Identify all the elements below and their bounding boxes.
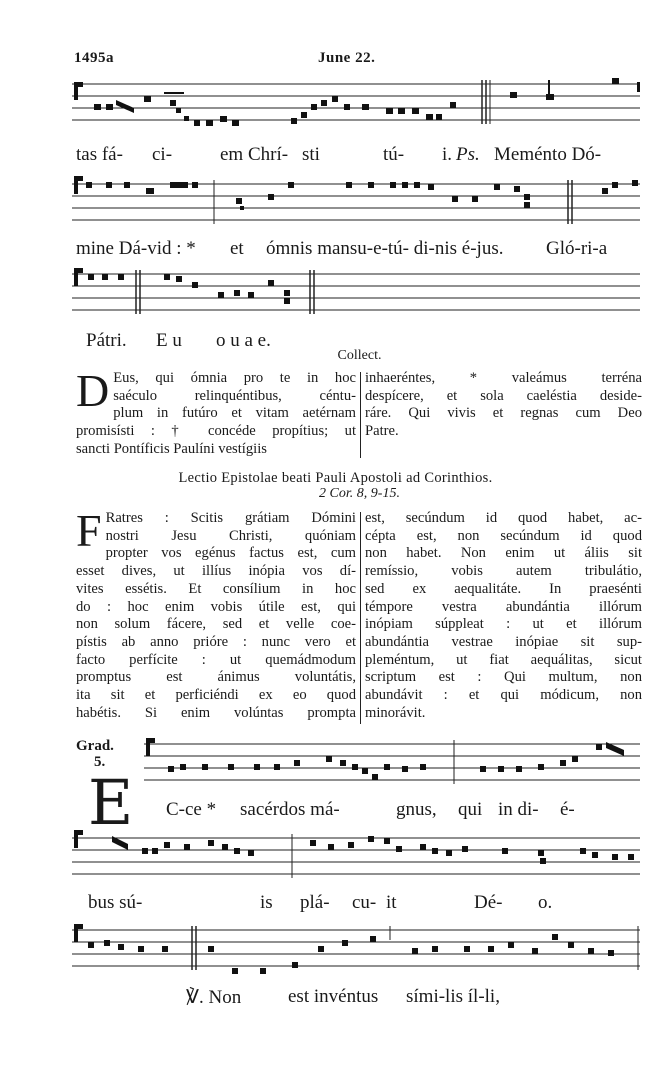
text-line: sancti Pontíficis Paulíni vestígiis xyxy=(76,440,267,457)
text-line: cépta est, non secúndum id quod xyxy=(365,527,642,544)
text-line: plum in futúro et vitam aetérnam xyxy=(113,405,356,422)
text-line: sed ex aequalitáte. In praesénti xyxy=(365,580,642,597)
text-line: pístis ab anno prióre : nunc vero et xyxy=(76,633,356,650)
text-line: témpore vestra abundántia illórum xyxy=(365,598,642,615)
syllable: qui xyxy=(458,799,483,820)
syllable: Meménto Dó- xyxy=(494,144,602,165)
staff-1-notation xyxy=(72,74,644,130)
syllable: et xyxy=(230,238,244,259)
text-line: non habet. Non enim ut áliis sit xyxy=(365,545,642,562)
chant-staff-2 xyxy=(72,174,644,230)
syllable: ómnis mansu-e-tú- di-nis é-jus. xyxy=(266,238,504,259)
epistle-reference: 2 Cor. 8, 9-15. xyxy=(319,486,400,501)
syllable: in di- xyxy=(498,799,539,820)
syllable: i. xyxy=(442,144,453,165)
collect-title: Collect. xyxy=(337,348,382,363)
text-line: abundántia vestrae inópiae sit sup- xyxy=(365,633,642,650)
collect-body xyxy=(76,365,642,460)
text-line: nostri Jesu Christi, quóniam xyxy=(105,527,356,544)
text-line: est, secúndum id quod habet, ac- xyxy=(365,510,642,526)
gradual-label: Grad. xyxy=(76,738,114,754)
syllable: est invéntus xyxy=(288,986,379,1007)
syllable: sti xyxy=(302,144,320,165)
collect-drop-cap: D xyxy=(76,365,110,416)
syllable: Dé- xyxy=(474,892,503,913)
text-line: Eus, qui ómnia pro te in hoc xyxy=(113,370,356,386)
chant-staff-3 xyxy=(72,264,644,320)
syllable: gnus, xyxy=(396,799,437,820)
column-divider xyxy=(360,372,361,458)
syllable: cu- xyxy=(352,892,377,913)
syllable: ℣. Non xyxy=(186,987,242,1008)
syllable: tú- xyxy=(383,144,405,165)
text-line: ita sit et perficiéndi ex eo quod xyxy=(76,687,356,704)
syllable: mine Dá-vid : * xyxy=(76,238,196,259)
text-line: habétis. Si enim volúntas prompta xyxy=(76,704,356,721)
syllable: bus sú- xyxy=(88,892,143,913)
gradual-staff-3 xyxy=(72,920,644,976)
text-line: inópiam súppleat : ut et illórum xyxy=(365,616,642,633)
text-line: promptus est ánimus voluntátis, xyxy=(76,669,356,686)
text-line: pleméntum, ut fiat aequálitas, sicut xyxy=(365,651,642,668)
gradual-mode: 5. xyxy=(94,754,106,770)
collect-left-column xyxy=(76,365,356,459)
syllable: sími-lis íl-li, xyxy=(406,986,500,1007)
text-line: esset dives, ut illíus inópia vos dí- xyxy=(76,563,356,580)
text-line: promisísti : † concéde propítius; ut xyxy=(76,423,356,440)
gradual-staff-3-notation xyxy=(72,920,644,976)
syllable: é- xyxy=(560,799,575,820)
epistle-drop-cap: F xyxy=(76,505,102,556)
page-date: June 22. xyxy=(318,50,376,66)
text-line: abundávit : et qui módicum, non xyxy=(365,687,642,704)
staff-3-notation xyxy=(72,264,644,320)
column-divider xyxy=(360,512,361,724)
syllable: em Chrí- xyxy=(220,144,289,165)
syllable: o. xyxy=(538,892,553,913)
syllable: plá- xyxy=(300,892,330,913)
text-line: facto perfícite : ut quemádmodum xyxy=(76,651,356,668)
text-line: ráre. Qui vivis et regnas cum Deo xyxy=(365,405,642,422)
gradual-staff-1-notation xyxy=(144,734,644,790)
page-number: 1495a xyxy=(74,50,114,66)
syllable: o u a e. xyxy=(216,330,271,351)
syllable: tas fá- xyxy=(76,144,123,165)
text-line: saéculo relinquéntibus, céntu- xyxy=(113,387,356,404)
epistle-right-column xyxy=(365,510,642,722)
text-line: non solum fácere, sed et velle coe- xyxy=(76,616,356,633)
text-line: despícere, et sola caeléstia deside- xyxy=(365,387,642,404)
syllable: is xyxy=(260,892,273,913)
text-line: inhaeréntes, * valeámus terréna xyxy=(365,370,642,386)
gradual-initial: E xyxy=(88,766,134,839)
syllable: sacérdos má- xyxy=(240,799,340,820)
syllable: Pátri. xyxy=(86,330,127,351)
chant-staff-1 xyxy=(72,74,644,130)
psalm-abbreviation: Ps. xyxy=(456,144,480,165)
gradual-staff-1 xyxy=(144,734,644,790)
text-line: Ratres : Scitis grátiam Dómini xyxy=(105,510,356,526)
text-line: vites essétis. Et consílium in hoc xyxy=(76,580,356,597)
text-line: remíssio, vobis autem tribulátio, xyxy=(365,563,642,580)
collect-right-column xyxy=(365,370,642,441)
syllable: E u xyxy=(156,330,182,351)
gradual-staff-2 xyxy=(72,828,644,884)
text-line: minorávit. xyxy=(365,704,426,721)
text-line: do : hoc enim vobis útile est, qui xyxy=(76,598,356,615)
syllable: C-ce * xyxy=(166,799,217,820)
text-line: Patre. xyxy=(365,423,399,440)
staff-2-notation xyxy=(72,174,644,230)
syllable: ci- xyxy=(152,144,173,165)
syllable: it xyxy=(386,892,397,913)
text-line: propter vos egénus factus est, cum xyxy=(105,545,356,562)
text-line: scriptum est : Qui multum, non xyxy=(365,669,642,686)
epistle-title: Lectio Epistolae beati Pauli Apostoli ad Corinthios. xyxy=(178,470,493,486)
epistle-left-column xyxy=(76,505,356,722)
syllable: Gló-ri-a xyxy=(546,238,608,259)
gradual-staff-2-notation xyxy=(72,828,644,884)
epistle-body xyxy=(76,505,642,726)
